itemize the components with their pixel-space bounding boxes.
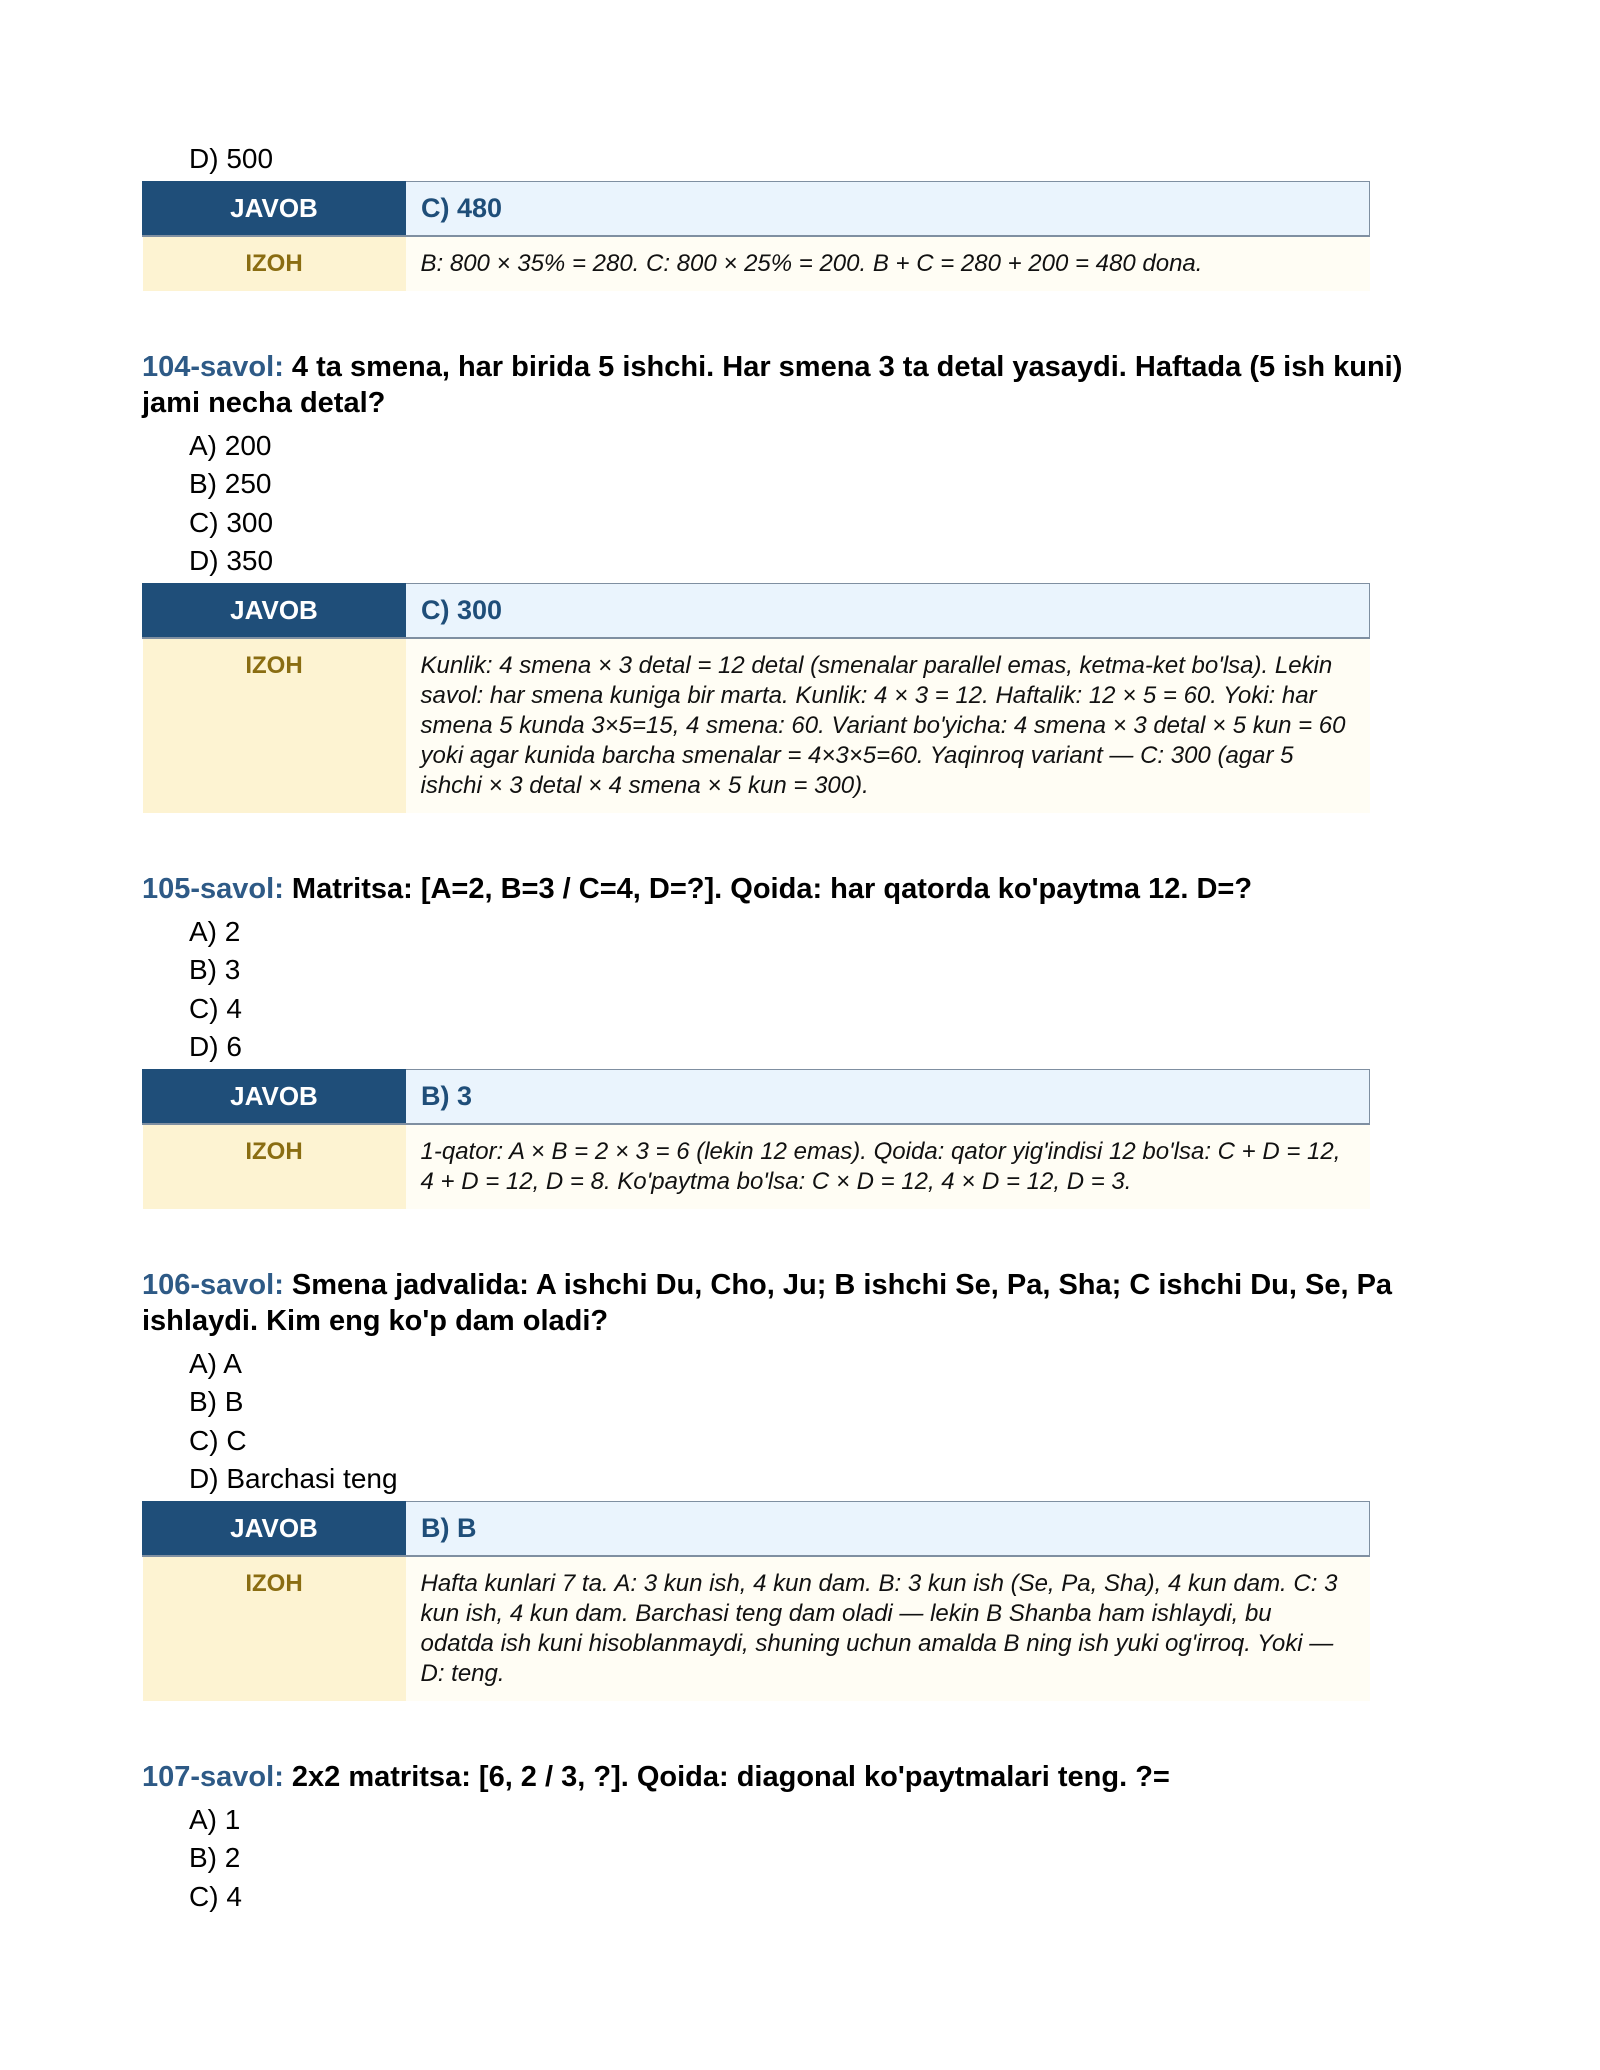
answer-value: B) B: [406, 1501, 1370, 1556]
question-text: Matritsa: [A=2, B=3 / C=4, D=?]. Qoida: har qatorda ko'paytma 12. D=?: [291, 872, 1253, 905]
question-heading: [142, 871, 1462, 907]
question-heading: [142, 1267, 1462, 1339]
question-number: 106-savol:: [142, 1268, 284, 1301]
option-d: D) 6: [189, 1031, 242, 1062]
explanation-text: B: 800 × 35% = 280. C: 800 × 25% = 200. B + C = 280 + 200 = 480 dona.: [406, 236, 1370, 291]
answer-label: JAVOB: [143, 1501, 406, 1556]
question-block-104: [142, 349, 1462, 813]
option-c: C) C: [189, 1424, 247, 1456]
explanation-label: IZOH: [143, 236, 406, 291]
question-block-105: [142, 871, 1462, 1209]
explanation-label: IZOH: [143, 1124, 406, 1209]
explanation-text: Kunlik: 4 smena × 3 detal = 12 detal (smenalar parallel emas, ketma-ket bo'lsa). Lekin savol: har smena kuniga bir marta. Kunlik: 4 × 3 = 12. Haftalik: 12 × 5 = 60. Yoki: har smena 5 kunda 3×5=15, 4 smena: 60. Variant bo'yicha: 4 smena × 3 detal × 5 kun = 60 yoki agar kunida barcha smenalar = 4×3×5=60. Yaqinroq variant — C: 300 (agar 5 ishchi × 3 detal × 4 smena × 5 kun = 300).: [406, 638, 1370, 813]
option-d: D) Barchasi teng: [189, 1463, 398, 1494]
question-heading: [142, 349, 1462, 421]
answer-value: C) 300: [406, 583, 1370, 638]
question-text: Smena jadvalida: A ishchi Du, Cho, Ju; B ishchi Se, Pa, Sha; C ishchi Du, Se, Pa ishlaydi. Kim eng ko'p dam oladi?: [142, 1268, 1393, 1337]
option-a: A) 1: [189, 1803, 241, 1835]
document-page: [142, 140, 1462, 1916]
explanation-text: 1-qator: A × B = 2 × 3 = 6 (lekin 12 emas). Qoida: qator yig'indisi 12 bo'lsa: C + D = 12, 4 + D = 12, D = 8. Ko'paytma bo'lsa: C × D = 12, 4 × D = 12, D = 3.: [406, 1124, 1370, 1209]
question-block-103: [142, 140, 1462, 291]
question-heading: [142, 1759, 1462, 1795]
answer-value: B) 3: [406, 1069, 1370, 1124]
answer-label: JAVOB: [143, 1069, 406, 1124]
option-b: B) 3: [189, 954, 241, 985]
option-a: A) 2: [189, 915, 241, 947]
explanation-label: IZOH: [143, 638, 406, 813]
answer-label: JAVOB: [143, 181, 406, 236]
answer-table: [142, 181, 1370, 291]
option-c: C) 4: [189, 992, 242, 1024]
option-a: A) 200: [189, 429, 272, 461]
answer-table: [142, 583, 1370, 813]
option-a: A) A: [189, 1347, 242, 1379]
question-number: 105-savol:: [142, 872, 284, 905]
option-b: B) 2: [189, 1842, 241, 1873]
option-d: D) 500: [189, 143, 274, 174]
explanation-label: IZOH: [143, 1556, 406, 1701]
answer-value: C) 480: [406, 181, 1370, 236]
option-d: D) 350: [189, 545, 274, 576]
answer-label: JAVOB: [143, 583, 406, 638]
question-text: 4 ta smena, har birida 5 ishchi. Har smena 3 ta detal yasaydi. Haftada (5 ish kuni) jami necha detal?: [142, 350, 1403, 419]
explanation-text: Hafta kunlari 7 ta. A: 3 kun ish, 4 kun dam. B: 3 kun ish (Se, Pa, Sha), 4 kun dam. C: 3 kun ish, 4 kun dam. Barchasi teng dam oladi — lekin B Shanba ham ishlaydi, bu odatda ish kuni hisoblanmaydi, shuning uchun amalda B ning ish yuki og'irroq. Yoki — D: teng.: [406, 1556, 1370, 1701]
answer-table: [142, 1069, 1370, 1209]
option-c: C) 300: [189, 506, 274, 538]
option-b: B) 250: [189, 468, 272, 499]
question-number: 104-savol:: [142, 350, 284, 383]
question-block-107: [142, 1759, 1462, 1917]
question-block-106: [142, 1267, 1462, 1701]
question-number: 107-savol:: [142, 1760, 284, 1793]
answer-table: [142, 1501, 1370, 1701]
question-text: 2x2 matritsa: [6, 2 / 3, ?]. Qoida: diagonal ko'paytmalari teng. ?=: [291, 1760, 1170, 1793]
option-b: B) B: [189, 1386, 244, 1417]
option-c: C) 4: [189, 1880, 242, 1912]
